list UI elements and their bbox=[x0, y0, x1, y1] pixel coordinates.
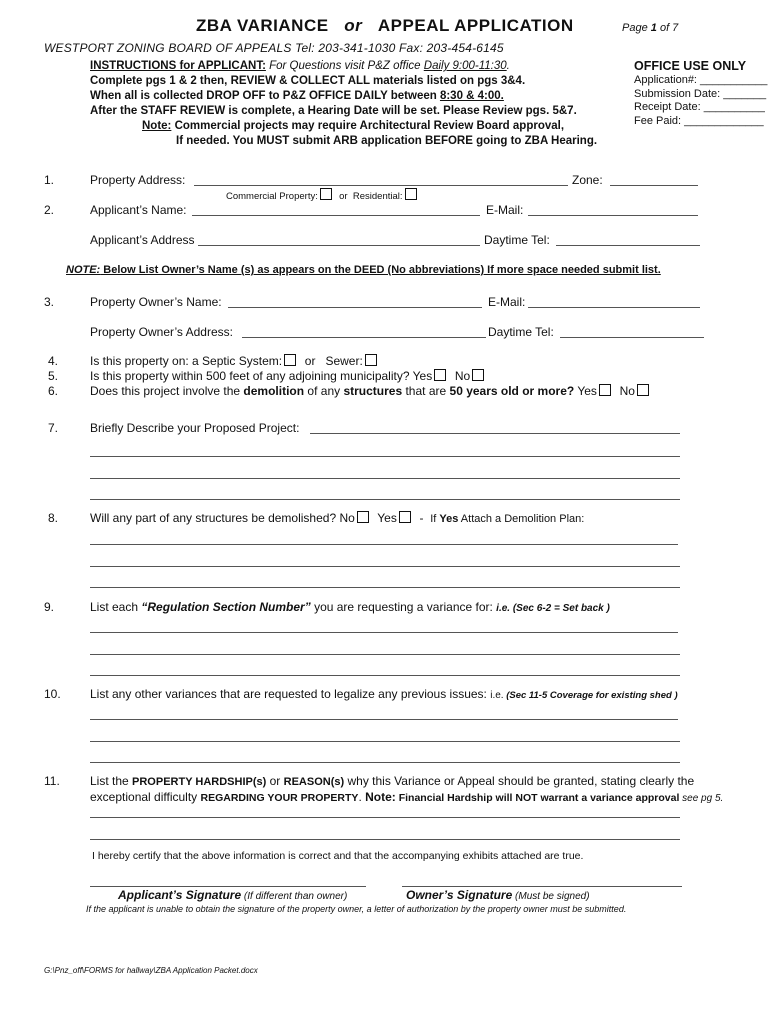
applicant-address-field[interactable] bbox=[198, 245, 480, 246]
property-type-row: Commercial Property: or Residential: bbox=[226, 188, 419, 202]
applicant-name-field[interactable] bbox=[192, 215, 480, 216]
other-variances-line[interactable] bbox=[90, 719, 678, 720]
owner-tel-label: Daytime Tel: bbox=[488, 325, 554, 339]
demolished-question: Will any part of any structures be demolished? No Yes - If Yes Attach a Demolition Plan: bbox=[90, 511, 585, 525]
regulation-line[interactable] bbox=[90, 675, 680, 676]
demolition-line[interactable] bbox=[90, 566, 680, 567]
owner-name-field[interactable] bbox=[228, 307, 482, 308]
owner-note: NOTE: Below List Owner’s Name (s) as appears on the DEED (No abbreviations) If more space needed submit list. bbox=[66, 264, 661, 276]
regulation-question: List each “Regulation Section Number” you are requesting a variance for: i.e. (Sec 6-2 = Set back ) bbox=[90, 600, 610, 614]
describe-project-label: Briefly Describe your Proposed Project: bbox=[90, 421, 300, 435]
q2-number: 2. bbox=[44, 203, 55, 217]
applicant-tel-label: Daytime Tel: bbox=[484, 233, 550, 247]
applicant-signature-field[interactable] bbox=[90, 886, 366, 887]
residential-checkbox[interactable] bbox=[405, 188, 417, 200]
instructions-block: INSTRUCTIONS for APPLICANT: For Questions visit P&Z office Daily 9:00-11:30. Complete pgs 1 & 2 then, REVIEW & COLLECT ALL materials listed on pgs 3&4. When all is collected DROP OFF to P&Z OFFICE DAILY between 8:30 & 4:00. After the STAFF REVIEW is complete, a Hearing Date will be set. Please Review pgs. 5&7. Note: Commercial projects may require Architectural Review Board approval, If needed. You MUST submit ARB application BEFORE going to ZBA Hearing. bbox=[90, 60, 598, 147]
owner-email-field[interactable] bbox=[528, 307, 700, 308]
q10-number: 10. bbox=[44, 687, 61, 701]
q5-number: 5. bbox=[48, 369, 59, 383]
q11-number: 11. bbox=[44, 774, 60, 788]
owner-address-field[interactable] bbox=[242, 337, 486, 338]
applicant-email-field[interactable] bbox=[528, 215, 698, 216]
demolition-yes-checkbox[interactable] bbox=[599, 384, 611, 396]
q7-number: 7. bbox=[48, 421, 59, 435]
hardship-question-cont: exceptional difficulty REGARDING YOUR PROPERTY. Note: Financial Hardship will NOT warrant a variance approval see pg 5. bbox=[90, 790, 724, 804]
owner-tel-field[interactable] bbox=[560, 337, 704, 338]
form-title: ZBA VARIANCE or APPEAL APPLICATION bbox=[196, 16, 574, 35]
commercial-checkbox[interactable] bbox=[320, 188, 332, 200]
describe-project-line[interactable] bbox=[90, 499, 680, 500]
q9-number: 9. bbox=[44, 600, 55, 614]
file-path-footer: G:\Pnz_off\FORMS for hallway\ZBA Application Packet.docx bbox=[44, 966, 258, 975]
owner-email-label: E-Mail: bbox=[488, 295, 526, 309]
q1-number: 1. bbox=[44, 173, 55, 187]
other-variances-line[interactable] bbox=[90, 741, 680, 742]
demolition-line[interactable] bbox=[90, 587, 680, 588]
applicant-address-label: Applicant’s Address bbox=[90, 233, 195, 247]
board-contact: WESTPORT ZONING BOARD OF APPEALS Tel: 203-341-1030 Fax: 203-454-6145 bbox=[44, 41, 504, 55]
hardship-question: List the PROPERTY HARDSHIP(s) or REASON(s) why this Variance or Appeal should be granted, stating clearly the bbox=[90, 774, 695, 788]
authorization-note: If the applicant is unable to obtain the signature of the property owner, a letter of authorization by the property owner must be submitted. bbox=[86, 904, 627, 914]
demolished-yes-checkbox[interactable] bbox=[399, 511, 411, 523]
office-use-fields: Application#: ___________ Submission Date: _______ Receipt Date: __________ Fee Paid: _____________ bbox=[634, 74, 768, 127]
certification-text: I hereby certify that the above information is correct and that the accompanying exhibits attached are true. bbox=[92, 850, 584, 862]
zone-label: Zone: bbox=[572, 173, 603, 187]
demolition-question: Does this project involve the demolition of any structures that are 50 years old or more? Yes No bbox=[90, 384, 651, 398]
q4-number: 4. bbox=[48, 354, 59, 368]
owner-signature-field[interactable] bbox=[402, 886, 682, 887]
describe-project-line[interactable] bbox=[90, 478, 680, 479]
applicant-signature-label: Applicant’s Signature (If different than owner) bbox=[118, 888, 348, 902]
owner-name-label: Property Owner’s Name: bbox=[90, 295, 222, 309]
municipality-yes-checkbox[interactable] bbox=[434, 369, 446, 381]
regulation-line[interactable] bbox=[90, 654, 680, 655]
demolition-no-checkbox[interactable] bbox=[637, 384, 649, 396]
municipality-no-checkbox[interactable] bbox=[472, 369, 484, 381]
demolished-no-checkbox[interactable] bbox=[357, 511, 369, 523]
owner-address-label: Property Owner’s Address: bbox=[90, 325, 233, 339]
office-use-heading: OFFICE USE ONLY bbox=[634, 59, 747, 73]
zone-field[interactable] bbox=[610, 185, 698, 186]
owner-signature-label: Owner’s Signature (Must be signed) bbox=[406, 888, 590, 902]
demolition-line[interactable] bbox=[90, 544, 678, 545]
applicant-name-label: Applicant’s Name: bbox=[90, 203, 187, 217]
applicant-tel-field[interactable] bbox=[556, 245, 700, 246]
q6-number: 6. bbox=[48, 384, 59, 398]
page-indicator: Page 1 of 7 bbox=[622, 22, 679, 34]
other-variances-line[interactable] bbox=[90, 762, 680, 763]
septic-checkbox[interactable] bbox=[284, 354, 296, 366]
describe-project-field[interactable] bbox=[310, 433, 680, 434]
q3-number: 3. bbox=[44, 295, 55, 309]
municipality-question: Is this property within 500 feet of any adjoining municipality? Yes No bbox=[90, 369, 486, 383]
property-address-label: Property Address: bbox=[90, 173, 186, 187]
septic-question: Is this property on: a Septic System: or Sewer: bbox=[90, 354, 379, 368]
property-address-field[interactable] bbox=[194, 185, 568, 186]
regulation-line[interactable] bbox=[90, 632, 678, 633]
applicant-email-label: E-Mail: bbox=[486, 203, 524, 217]
hardship-line[interactable] bbox=[90, 817, 680, 818]
sewer-checkbox[interactable] bbox=[365, 354, 377, 366]
q8-number: 8. bbox=[48, 511, 59, 525]
other-variances-question: List any other variances that are requested to legalize any previous issues: i.e. (Sec 11-5 Coverage for existing shed ) bbox=[90, 687, 678, 701]
describe-project-line[interactable] bbox=[90, 456, 680, 457]
hardship-line[interactable] bbox=[90, 839, 680, 840]
